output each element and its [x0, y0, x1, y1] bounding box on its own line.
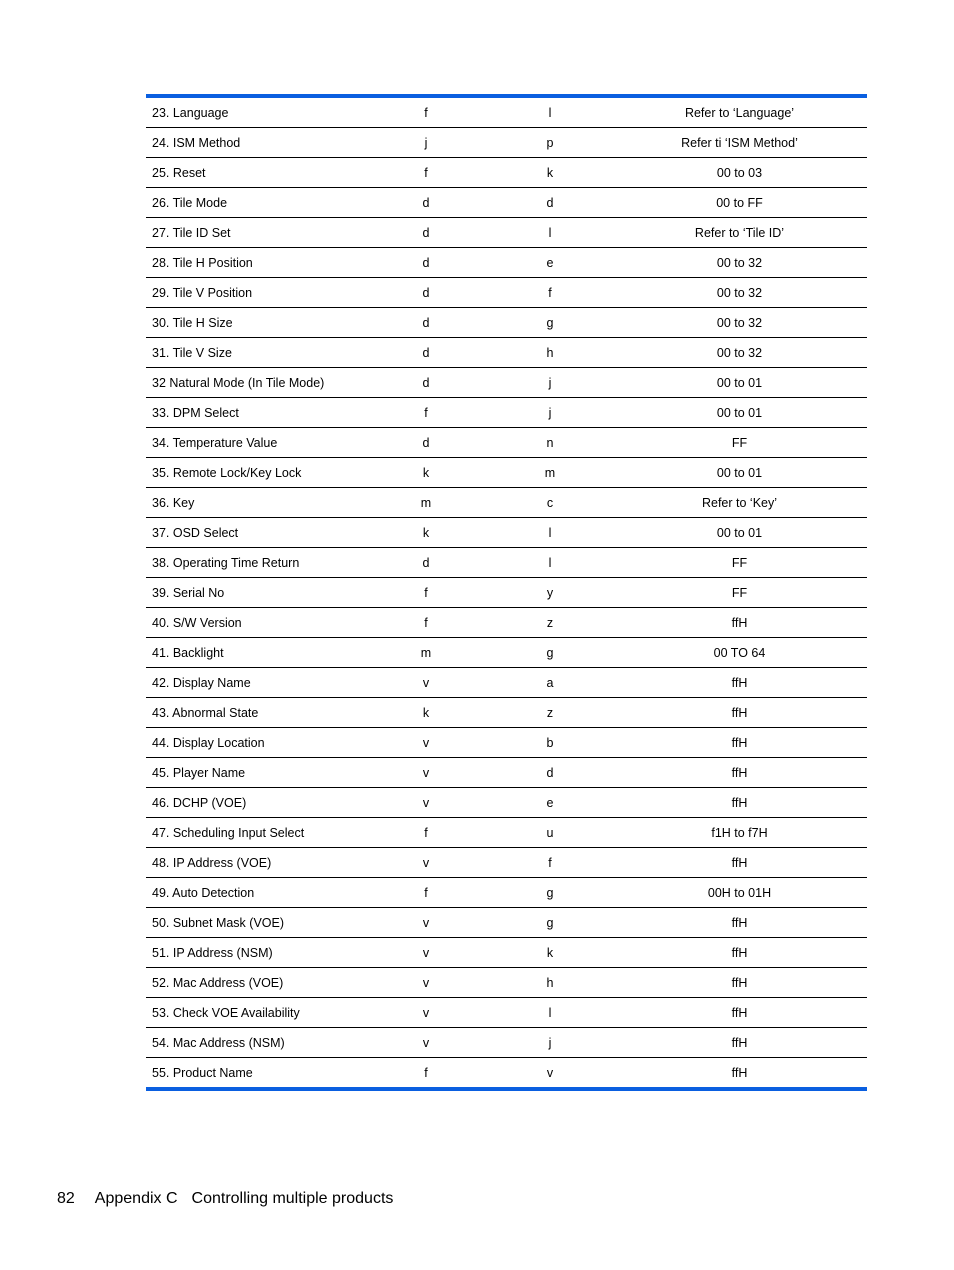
command-1-cell: v — [364, 1028, 488, 1058]
command-1-cell: f — [364, 158, 488, 188]
value-range-cell: ffH — [731, 1065, 748, 1080]
command-2-cell: e — [488, 788, 612, 818]
table-row — [146, 428, 867, 458]
command-2-cell: k — [488, 158, 612, 188]
function-name-cell: 24. ISM Method — [146, 128, 364, 158]
command-1-cell: d — [364, 308, 488, 338]
table-row — [146, 458, 867, 488]
function-name-cell: 29. Tile V Position — [146, 278, 364, 308]
table-body — [146, 98, 867, 1087]
function-name-cell: 45. Player Name — [146, 758, 364, 788]
value-range-cell: 00 to 32 — [612, 308, 867, 338]
table-row — [146, 638, 867, 668]
command-1-cell: v — [364, 728, 488, 758]
function-name-cell: 28. Tile H Position — [146, 248, 364, 278]
command-1-cell: v — [364, 938, 488, 968]
command-1-cell: f — [364, 98, 488, 128]
command-2-cell: z — [488, 608, 612, 638]
command-2-cell: p — [488, 128, 612, 158]
command-1-cell: k — [364, 518, 488, 548]
command-1-cell: d — [364, 188, 488, 218]
table-row — [146, 98, 867, 128]
value-range-cell: 00 to 01 — [612, 518, 867, 548]
command-1-cell: k — [364, 458, 488, 488]
table-row — [146, 758, 867, 788]
command-2-cell: f — [488, 278, 612, 308]
function-name-cell: 38. Operating Time Return — [146, 548, 364, 578]
function-name-cell: 55. Product Name — [152, 1065, 253, 1080]
value-range-cell: 00 to 03 — [612, 158, 867, 188]
function-name-cell: 33. DPM Select — [146, 398, 364, 428]
value-range-cell: ffH — [612, 758, 867, 788]
function-name-cell: 42. Display Name — [146, 668, 364, 698]
value-range-cell: 00 to 32 — [612, 338, 867, 368]
value-range-cell: FF — [612, 428, 867, 458]
command-2-cell: d — [488, 758, 612, 788]
function-name-cell: 41. Backlight — [146, 638, 364, 668]
function-name-cell: 35. Remote Lock/Key Lock — [146, 458, 364, 488]
function-name-cell: 23. Language — [146, 98, 364, 128]
table-row — [146, 788, 867, 818]
table-row — [146, 818, 867, 848]
value-range-cell: Refer ti ‘ISM Method’ — [612, 128, 867, 158]
command-2-cell: e — [488, 248, 612, 278]
command-1-cell: f — [364, 818, 488, 848]
value-range-cell: 00 to 01 — [612, 398, 867, 428]
function-name-cell: 27. Tile ID Set — [146, 218, 364, 248]
table-row — [146, 398, 867, 428]
function-name-cell: 37. OSD Select — [146, 518, 364, 548]
value-range-cell: Refer to ‘Tile ID’ — [612, 218, 867, 248]
table-row — [146, 158, 867, 188]
table-row — [146, 518, 867, 548]
command-1-cell: f — [424, 1065, 428, 1080]
value-range-cell: ffH — [612, 938, 867, 968]
command-1-cell: v — [364, 758, 488, 788]
command-2-cell: l — [488, 998, 612, 1028]
table-row — [146, 938, 867, 968]
function-name-cell: 36. Key — [146, 488, 364, 518]
command-2-cell: k — [488, 938, 612, 968]
function-name-cell: 46. DCHP (VOE) — [146, 788, 364, 818]
function-name-cell: 34. Temperature Value — [146, 428, 364, 458]
table-row — [146, 548, 867, 578]
value-range-cell: ffH — [612, 668, 867, 698]
value-range-cell: 00 to 32 — [612, 278, 867, 308]
function-name-cell: 30. Tile H Size — [146, 308, 364, 338]
page-footer — [57, 1190, 393, 1208]
command-1-cell: v — [364, 848, 488, 878]
command-2-cell: l — [488, 518, 612, 548]
table-row — [146, 488, 867, 518]
value-range-cell: ffH — [612, 728, 867, 758]
command-2-cell: y — [488, 578, 612, 608]
command-1-cell: d — [364, 278, 488, 308]
value-range-cell: ffH — [612, 788, 867, 818]
table-row — [146, 848, 867, 878]
function-name-cell: 51. IP Address (NSM) — [146, 938, 364, 968]
command-2-cell: l — [488, 548, 612, 578]
command-1-cell: d — [364, 248, 488, 278]
value-range-cell: 00H to 01H — [612, 878, 867, 908]
table-row — [146, 998, 867, 1028]
command-1-cell: m — [364, 488, 488, 518]
command-2-cell: l — [488, 98, 612, 128]
table-row — [146, 368, 867, 398]
function-name-cell: 52. Mac Address (VOE) — [146, 968, 364, 998]
command-2-cell: g — [488, 308, 612, 338]
command-1-cell: v — [364, 968, 488, 998]
command-1-cell: v — [364, 668, 488, 698]
table-row — [146, 248, 867, 278]
command-2-cell: h — [488, 338, 612, 368]
table-row — [146, 968, 867, 998]
table-row — [146, 578, 867, 608]
command-1-cell: v — [364, 788, 488, 818]
command-1-cell: v — [364, 908, 488, 938]
command-1-cell: k — [364, 698, 488, 728]
command-1-cell: f — [364, 578, 488, 608]
value-range-cell: FF — [612, 548, 867, 578]
page-number: 82 — [57, 1190, 75, 1207]
function-name-cell: 49. Auto Detection — [146, 878, 364, 908]
table-bottom-rule — [146, 1087, 867, 1091]
value-range-cell: Refer to ‘Language’ — [612, 98, 867, 128]
value-range-cell: FF — [612, 578, 867, 608]
table-row — [146, 218, 867, 248]
value-range-cell: ffH — [612, 848, 867, 878]
value-range-cell: 00 to 01 — [612, 368, 867, 398]
value-range-cell: f1H to f7H — [612, 818, 867, 848]
value-range-cell: 00 to 32 — [612, 248, 867, 278]
table-row — [146, 608, 867, 638]
function-name-cell: 26. Tile Mode — [146, 188, 364, 218]
command-2-cell: m — [488, 458, 612, 488]
command-2-cell: l — [488, 218, 612, 248]
function-name-cell: 32 Natural Mode (In Tile Mode) — [146, 368, 364, 398]
command-2-cell: j — [488, 368, 612, 398]
table-row — [146, 878, 867, 908]
command-1-cell: d — [364, 428, 488, 458]
command-1-cell: v — [364, 998, 488, 1028]
table-row — [146, 128, 867, 158]
command-1-cell: f — [364, 878, 488, 908]
command-2-cell: j — [488, 398, 612, 428]
value-range-cell: 00 to 01 — [612, 458, 867, 488]
appendix-label: Appendix C — [94, 1190, 178, 1207]
command-1-cell: d — [364, 368, 488, 398]
command-2-cell: d — [488, 188, 612, 218]
command-1-cell: d — [364, 338, 488, 368]
table-row — [146, 278, 867, 308]
function-name-cell: 43. Abnormal State — [146, 698, 364, 728]
table-row — [146, 668, 867, 698]
command-2-cell: g — [488, 638, 612, 668]
command-2-cell: f — [488, 848, 612, 878]
command-1-cell: d — [364, 218, 488, 248]
value-range-cell: Refer to ‘Key’ — [612, 488, 867, 518]
command-1-cell: j — [364, 128, 488, 158]
value-range-cell: ffH — [612, 998, 867, 1028]
command-2-cell: c — [488, 488, 612, 518]
command-2-cell: b — [488, 728, 612, 758]
table-row — [146, 728, 867, 758]
table-row — [146, 308, 867, 338]
command-2-cell: z — [488, 698, 612, 728]
command-2-cell: j — [488, 1028, 612, 1058]
value-range-cell: 00 TO 64 — [612, 638, 867, 668]
command-2-cell: g — [488, 908, 612, 938]
command-table-grid — [146, 98, 867, 1087]
command-1-cell: f — [364, 608, 488, 638]
function-name-cell: 25. Reset — [146, 158, 364, 188]
command-2-cell: v — [546, 1065, 554, 1080]
table-row — [146, 338, 867, 368]
command-1-cell: d — [364, 548, 488, 578]
function-name-cell: 44. Display Location — [146, 728, 364, 758]
value-range-cell: ffH — [612, 698, 867, 728]
function-name-cell: 53. Check VOE Availability — [146, 998, 364, 1028]
function-name-cell: 54. Mac Address (NSM) — [146, 1028, 364, 1058]
value-range-cell: 00 to FF — [612, 188, 867, 218]
table-row — [146, 698, 867, 728]
command-2-cell: n — [488, 428, 612, 458]
function-name-cell: 48. IP Address (VOE) — [146, 848, 364, 878]
value-range-cell: ffH — [612, 608, 867, 638]
value-range-cell: ffH — [612, 908, 867, 938]
function-name-cell: 47. Scheduling Input Select — [146, 818, 364, 848]
value-range-cell: ffH — [612, 968, 867, 998]
command-2-cell: u — [488, 818, 612, 848]
table-row — [146, 188, 867, 218]
chapter-title: Controlling multiple products — [191, 1190, 394, 1207]
table-row — [146, 1058, 867, 1088]
command-1-cell: f — [364, 398, 488, 428]
function-name-cell: 39. Serial No — [146, 578, 364, 608]
command-2-cell: a — [488, 668, 612, 698]
value-range-cell: ffH — [612, 1028, 867, 1058]
command-table — [146, 94, 867, 1091]
table-row — [146, 1028, 867, 1058]
command-2-cell: g — [488, 878, 612, 908]
command-1-cell: m — [364, 638, 488, 668]
function-name-cell: 40. S/W Version — [146, 608, 364, 638]
function-name-cell: 31. Tile V Size — [146, 338, 364, 368]
command-2-cell: h — [488, 968, 612, 998]
function-name-cell: 50. Subnet Mask (VOE) — [146, 908, 364, 938]
table-row — [146, 908, 867, 938]
